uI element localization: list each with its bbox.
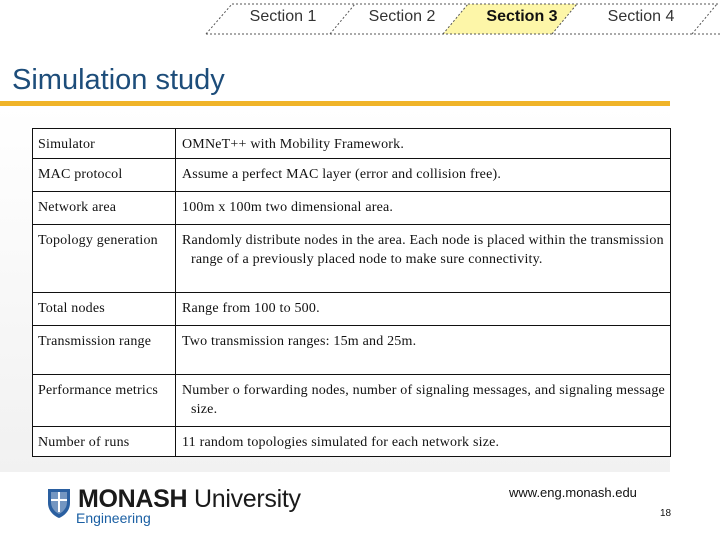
row-label: Number of runs: [33, 427, 176, 457]
row-label: Simulator: [33, 129, 176, 159]
row-value: Range from 100 to 500.: [176, 293, 671, 326]
row-label: Network area: [33, 192, 176, 225]
tab-section-4[interactable]: Section 4: [607, 8, 675, 25]
page-number: 18: [660, 508, 672, 519]
row-value: OMNeT++ with Mobility Framework.: [176, 129, 671, 159]
row-value: 11 random topologies simulated for each network size.: [176, 427, 671, 457]
row-label: Performance metrics: [33, 375, 176, 427]
tab-section-1[interactable]: Section 1: [249, 8, 317, 25]
logo-subtitle: Engineering: [76, 510, 151, 526]
footer-url: www.eng.monash.edu: [509, 485, 637, 500]
table-row: [33, 129, 671, 159]
row-label: MAC protocol: [33, 159, 176, 192]
logo-rest-text: University: [187, 485, 301, 513]
simulation-parameters-table: [32, 128, 671, 457]
row-value: [176, 375, 671, 427]
slide-title: Simulation study: [12, 64, 225, 96]
table-row: [33, 375, 671, 427]
tab-section-2[interactable]: Section 2: [368, 8, 436, 25]
row-label: Topology generation: [33, 225, 176, 293]
row-value: 100m x 100m two dimensional area.: [176, 192, 671, 225]
row-value: Assume a perfect MAC layer (error and collision free).: [176, 159, 671, 192]
row-value: Two transmission ranges: 15m and 25m.: [176, 326, 671, 375]
table-row: [33, 225, 671, 293]
table-row: [33, 159, 671, 192]
row-label: Total nodes: [33, 293, 176, 326]
row-value-text: Randomly distribute nodes in the area. Each node is placed within the transmission range of a previously placed node to make sure connectivity.: [182, 233, 664, 267]
table-row: [33, 326, 671, 375]
monash-crest-icon: [46, 487, 72, 519]
row-value: [176, 225, 671, 293]
row-label: Transmission range: [33, 326, 176, 375]
table-row: [33, 293, 671, 326]
logo-bold-text: MONASH: [78, 485, 188, 513]
table-row: [33, 192, 671, 225]
section-nav: [0, 0, 720, 36]
table-row: [33, 427, 671, 457]
row-value-text: Number o forwarding nodes, number of signaling messages, and signaling message size.: [182, 383, 665, 417]
tab-section-3[interactable]: Section 3: [486, 8, 558, 25]
